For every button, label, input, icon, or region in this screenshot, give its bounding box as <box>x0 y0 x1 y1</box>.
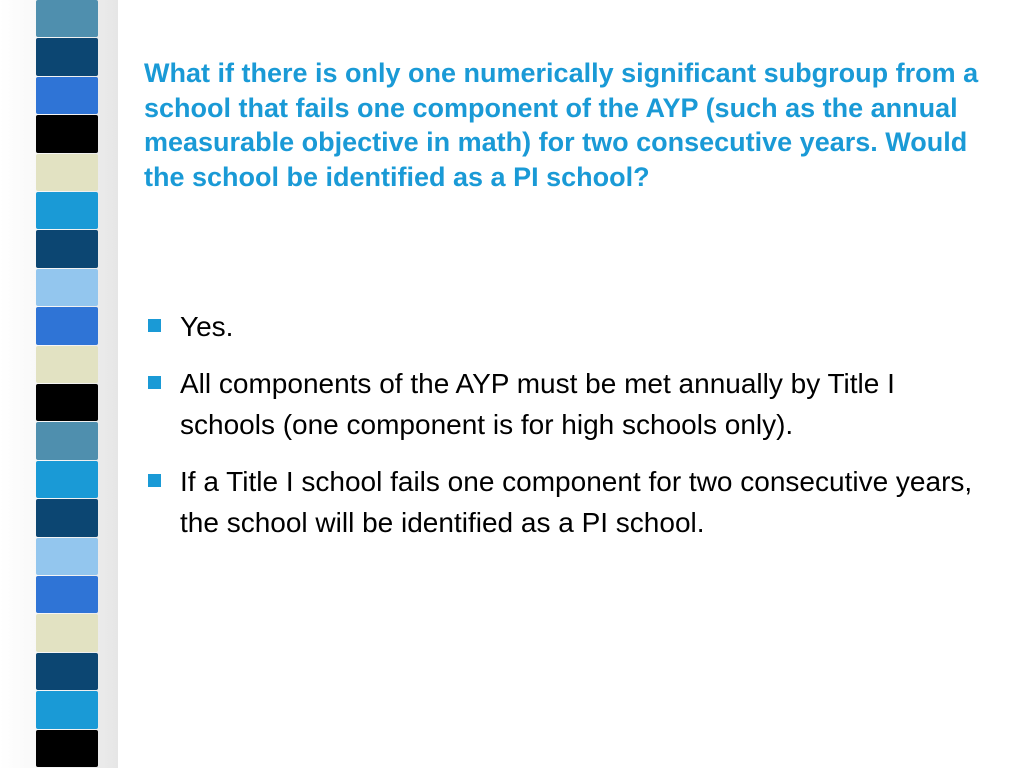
decorative-block <box>36 154 98 191</box>
decorative-block <box>36 0 98 37</box>
decorative-block <box>36 576 98 613</box>
bullet-text: All components of the AYP must be met annually by Title I schools (one component is for high schools only). <box>180 368 895 440</box>
slide-title: What if there is only one numerically significant subgroup from a school that fails one component of the AYP (such as the annual measurable objective in math) for two consecutive years. Would the school be identified as a PI school? <box>144 58 979 192</box>
bullet-item <box>144 363 974 445</box>
decorative-block <box>36 538 98 575</box>
decorative-blocks <box>36 0 98 768</box>
decorative-block <box>36 730 98 767</box>
square-bullet-icon <box>148 474 161 487</box>
decorative-block <box>36 461 98 498</box>
decorative-block <box>36 307 98 344</box>
bullet-item <box>144 306 974 347</box>
square-bullet-icon <box>148 376 161 389</box>
decorative-block <box>36 384 98 421</box>
decorative-block <box>36 346 98 383</box>
decorative-block <box>36 499 98 536</box>
decorative-block <box>36 614 98 651</box>
decorative-block <box>36 269 98 306</box>
decorative-block <box>36 77 98 114</box>
decorative-block <box>36 653 98 690</box>
bullet-text: If a Title I school fails one component for two consecutive years, the school will be identified as a PI school. <box>180 466 973 538</box>
decorative-block <box>36 230 98 267</box>
square-bullet-icon <box>148 319 161 332</box>
decorative-block <box>36 192 98 229</box>
decorative-block <box>36 115 98 152</box>
decorative-block <box>36 422 98 459</box>
bullet-text: Yes. <box>180 311 234 342</box>
bullet-item <box>144 461 974 543</box>
bullet-list <box>144 306 974 559</box>
decorative-block <box>36 691 98 728</box>
decorative-block <box>36 38 98 75</box>
